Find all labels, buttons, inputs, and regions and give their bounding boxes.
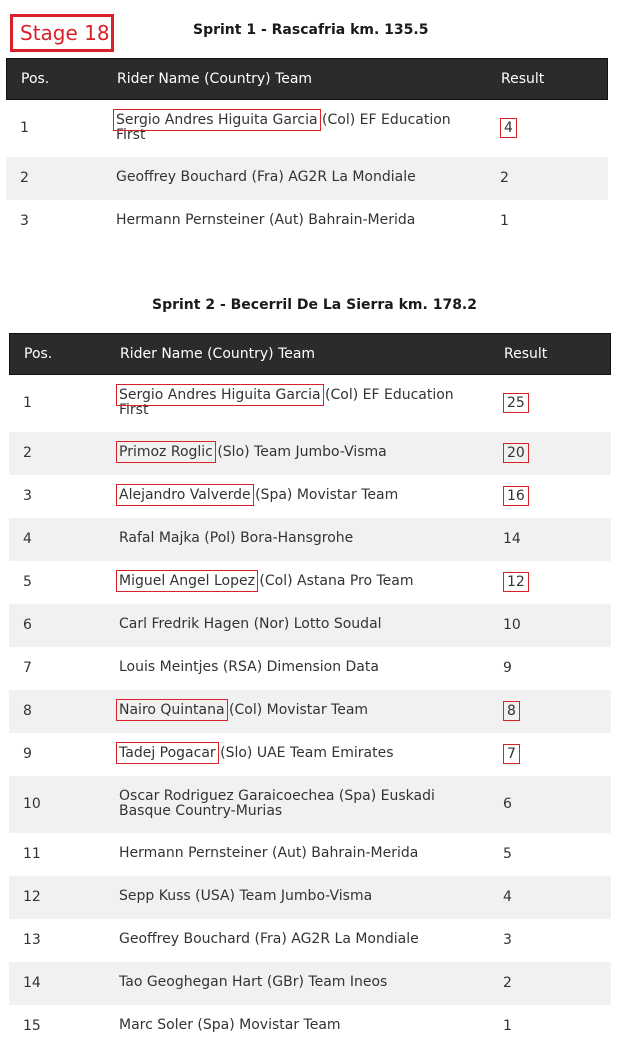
result-cell — [503, 833, 512, 876]
rider-name: Primoz Roglic — [119, 444, 213, 460]
position-cell: 7 — [23, 660, 32, 676]
rider-name: Oscar Rodriguez Garaicoechea — [119, 788, 335, 804]
table-row — [9, 776, 611, 833]
rider-country-team: (Col) EF Education First — [119, 387, 454, 418]
result-cell — [503, 690, 520, 733]
table-row — [9, 604, 611, 647]
rider-name: Tadej Pogacar — [119, 745, 216, 761]
rider-cell — [119, 574, 479, 589]
table-row — [6, 157, 608, 200]
result-cell — [503, 604, 521, 647]
rider-cell — [116, 113, 476, 143]
rider-country-team: (Pol) Bora-Hansgrohe — [199, 530, 354, 546]
result-cell — [503, 876, 512, 919]
position-cell: 9 — [23, 746, 32, 762]
rider-name: Miguel Angel Lopez — [119, 573, 255, 589]
rider-cell — [119, 746, 479, 761]
rider-country-team: (Spa) Movistar Team — [192, 1017, 341, 1033]
result-cell — [503, 518, 521, 561]
rider-cell — [119, 975, 479, 990]
result-value: 9 — [503, 660, 512, 676]
rider-country-team: (Col) Movistar Team — [224, 702, 369, 718]
rider-country-team: (Col) Astana Pro Team — [254, 573, 414, 589]
table-row — [9, 1005, 611, 1048]
result-value: 2 — [503, 975, 512, 991]
result-value: 10 — [503, 617, 521, 633]
result-value: 1 — [500, 213, 509, 229]
rider-cell — [119, 932, 479, 947]
rider-name: Louis Meintjes — [119, 659, 219, 675]
rider-cell — [116, 213, 476, 228]
rider-cell — [119, 388, 479, 418]
position-cell: 3 — [20, 213, 29, 229]
header-rider: Rider Name (Country) Team — [117, 71, 313, 87]
rider-country-team: (Slo) Team Jumbo-Visma — [212, 444, 387, 460]
rider-cell — [119, 1018, 479, 1033]
position-cell: 11 — [23, 846, 41, 862]
header-pos: Pos. — [21, 71, 50, 87]
rider-country-team: (Fra) AG2R La Mondiale — [250, 931, 419, 947]
rider-cell — [119, 846, 479, 861]
table-row — [6, 200, 608, 243]
position-cell: 15 — [23, 1018, 41, 1034]
rider-cell — [119, 703, 479, 718]
position-cell: 8 — [23, 703, 32, 719]
result-cell — [503, 919, 512, 962]
header-result: Result — [504, 346, 548, 362]
result-value: 14 — [503, 531, 521, 547]
rider-country-team: (GBr) Team Ineos — [262, 974, 388, 990]
header-result: Result — [501, 71, 545, 87]
table-header — [9, 333, 611, 375]
position-cell: 12 — [23, 889, 41, 905]
result-cell — [503, 733, 520, 776]
position-cell: 2 — [20, 170, 29, 186]
result-cell — [500, 100, 517, 157]
result-value: 20 — [503, 443, 529, 463]
rider-country-team: (Aut) Bahrain-Merida — [264, 212, 416, 228]
rider-cell — [116, 170, 476, 185]
position-cell: 2 — [23, 445, 32, 461]
rider-name: Sergio Andres Higuita Garcia — [119, 387, 321, 403]
rider-country-team: (Aut) Bahrain-Merida — [267, 845, 419, 861]
table-header — [6, 58, 608, 100]
header-pos: Pos. — [24, 346, 53, 362]
rider-country-team: (Nor) Lotto Soudal — [249, 616, 382, 632]
position-cell: 4 — [23, 531, 32, 547]
position-cell: 6 — [23, 617, 32, 633]
table-row — [9, 876, 611, 919]
rider-name: Geoffrey Bouchard — [119, 931, 251, 947]
result-cell — [500, 157, 509, 200]
table-row — [9, 833, 611, 876]
rider-name: Nairo Quintana — [119, 702, 225, 718]
rider-cell — [119, 889, 479, 904]
rider-cell — [119, 445, 479, 460]
result-cell — [503, 475, 529, 518]
sprint2-table — [9, 333, 611, 1048]
result-value: 25 — [503, 393, 529, 413]
rider-name: Hermann Pernsteiner — [116, 212, 265, 228]
result-value: 16 — [503, 486, 529, 506]
rider-country-team: (Spa) Movistar Team — [250, 487, 399, 503]
result-cell — [503, 1005, 512, 1048]
sprint1-title: Sprint 1 - Rascafria km. 135.5 — [193, 22, 429, 38]
rider-name: Marc Soler — [119, 1017, 193, 1033]
rider-name: Hermann Pernsteiner — [119, 845, 268, 861]
header-rider: Rider Name (Country) Team — [120, 346, 316, 362]
table-row — [9, 561, 611, 604]
rider-name: Carl Fredrik Hagen — [119, 616, 250, 632]
rider-name: Tao Geoghegan Hart — [119, 974, 263, 990]
rider-name: Sepp Kuss — [119, 888, 191, 904]
rider-name: Alejandro Valverde — [119, 487, 251, 503]
table-row — [9, 475, 611, 518]
result-value: 7 — [503, 744, 520, 764]
rider-cell — [119, 660, 479, 675]
sprint2-title: Sprint 2 - Becerril De La Sierra km. 178.2 — [152, 297, 477, 313]
rider-country-team: (RSA) Dimension Data — [218, 659, 379, 675]
rider-country-team: (USA) Team Jumbo-Visma — [190, 888, 373, 904]
sprint1-rows — [6, 100, 608, 243]
sprint1-table — [6, 58, 608, 243]
position-cell: 3 — [23, 488, 32, 504]
result-value: 1 — [503, 1018, 512, 1034]
result-cell — [503, 647, 512, 690]
result-value: 5 — [503, 846, 512, 862]
position-cell: 10 — [23, 796, 41, 812]
rider-country-team: (Spa) Euskadi Basque Country-Murias — [119, 788, 435, 819]
position-cell: 5 — [23, 574, 32, 590]
table-row — [9, 518, 611, 561]
table-row — [6, 100, 608, 157]
result-value: 8 — [503, 701, 520, 721]
table-row — [9, 733, 611, 776]
result-value: 2 — [500, 170, 509, 186]
result-cell — [503, 375, 529, 432]
rider-cell — [119, 617, 479, 632]
position-cell: 1 — [20, 120, 29, 136]
result-value: 12 — [503, 572, 529, 592]
rider-name: Rafal Majka — [119, 530, 200, 546]
rider-name: Geoffrey Bouchard — [116, 169, 248, 185]
table-row — [9, 690, 611, 733]
rider-cell — [119, 488, 479, 503]
result-value: 6 — [503, 796, 512, 812]
table-row — [9, 962, 611, 1005]
table-row — [9, 375, 611, 432]
rider-cell — [119, 531, 479, 546]
result-value: 4 — [503, 889, 512, 905]
result-cell — [500, 200, 509, 243]
table-row — [9, 647, 611, 690]
rider-country-team: (Slo) UAE Team Emirates — [215, 745, 394, 761]
result-cell — [503, 432, 529, 475]
table-row — [9, 432, 611, 475]
table-row — [9, 919, 611, 962]
result-value: 3 — [503, 932, 512, 948]
result-value: 4 — [500, 118, 517, 138]
rider-name: Sergio Andres Higuita Garcia — [116, 112, 318, 128]
rider-cell — [119, 789, 479, 819]
result-cell — [503, 561, 529, 604]
stage-badge: Stage 18 — [10, 14, 114, 52]
position-cell: 13 — [23, 932, 41, 948]
position-cell: 14 — [23, 975, 41, 991]
result-cell — [503, 776, 512, 833]
sprint2-rows — [9, 375, 611, 1048]
rider-country-team: (Fra) AG2R La Mondiale — [247, 169, 416, 185]
result-cell — [503, 962, 512, 1005]
rider-country-team: (Col) EF Education First — [116, 112, 451, 143]
position-cell: 1 — [23, 395, 32, 411]
